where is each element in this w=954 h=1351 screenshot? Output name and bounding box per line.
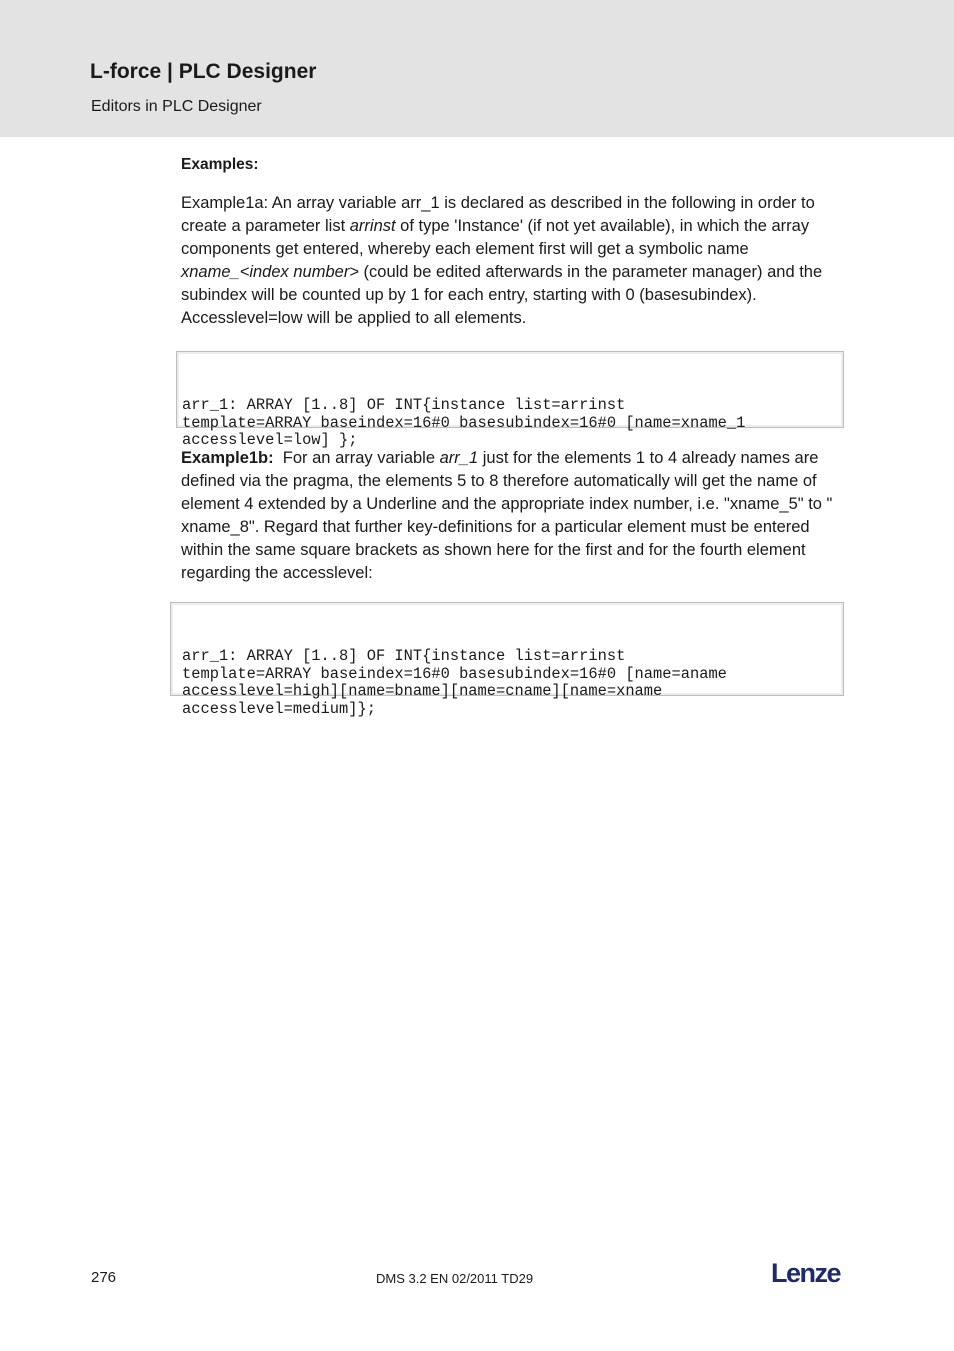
example1a-text-1: Example1a: An array variable arr_1 is declared as described in the following in order to create a parameter list <box>181 194 815 235</box>
code-block-1 <box>176 351 844 449</box>
example1b-italic-1: arr_1 <box>439 449 479 467</box>
code-line: arr_1: ARRAY [1..8] OF INT{instance list=arrinst <box>182 396 626 414</box>
example1b-label: Example1b: <box>181 449 274 467</box>
example1a-text-3: (could be edited afterwards in the parameter manager) and the subindex will be counted up by 1 for each entry, starting with 0 (basesubindex). Accesslevel=low will be applied to all elements. <box>181 263 823 327</box>
code-line: accesslevel=high][name=bname][name=cname][name=xname <box>182 682 663 700</box>
code-line: arr_1: ARRAY [1..8] OF INT{instance list=arrinst <box>182 647 626 665</box>
page-header <box>0 0 954 137</box>
page-number: 276 <box>91 1269 117 1286</box>
examples-heading: Examples: <box>181 156 259 173</box>
example1a-paragraph <box>181 192 846 330</box>
document-id: DMS 3.2 EN 02/2011 TD29 <box>376 1271 534 1286</box>
code-line: accesslevel=medium]}; <box>182 699 376 718</box>
code-line: template=ARRAY baseindex=16#0 basesubindex=16#0 [name=xname_1 <box>182 413 746 432</box>
example1b-text-1: For an array variable <box>273 449 440 467</box>
page-title: L-force | PLC Designer <box>90 60 317 83</box>
page-subtitle: Editors in PLC Designer <box>91 98 262 115</box>
example1b-paragraph <box>181 447 846 585</box>
code-block-2 <box>170 602 844 718</box>
example1a-italic-1: arrinst <box>349 217 396 235</box>
lenze-logo: Lenze <box>771 1258 841 1288</box>
example1b-text-2: just for the elements 1 to 4 already names are defined via the pragma, the elements 5 to 8 therefore automatically will get the name of element 4 extended by a Underline and the appropriate index number, i.e. "xname_5" to " xname_8". Regard that further key-definitions for a particular element must be entered within the same square brackets as shown here for the first and for the fourth element regarding the accesslevel: <box>181 449 833 582</box>
example1a-text-2: of type 'Instance' (if not yet available), in which the array components get entered, whereby each element first will get a symbolic name <box>181 217 810 258</box>
example1a-italic-2: xname_<index number> <box>181 263 359 281</box>
code-line: template=ARRAY baseindex=16#0 basesubindex=16#0 [name=aname <box>182 664 727 683</box>
code-line: accesslevel=low] }; <box>182 431 358 449</box>
